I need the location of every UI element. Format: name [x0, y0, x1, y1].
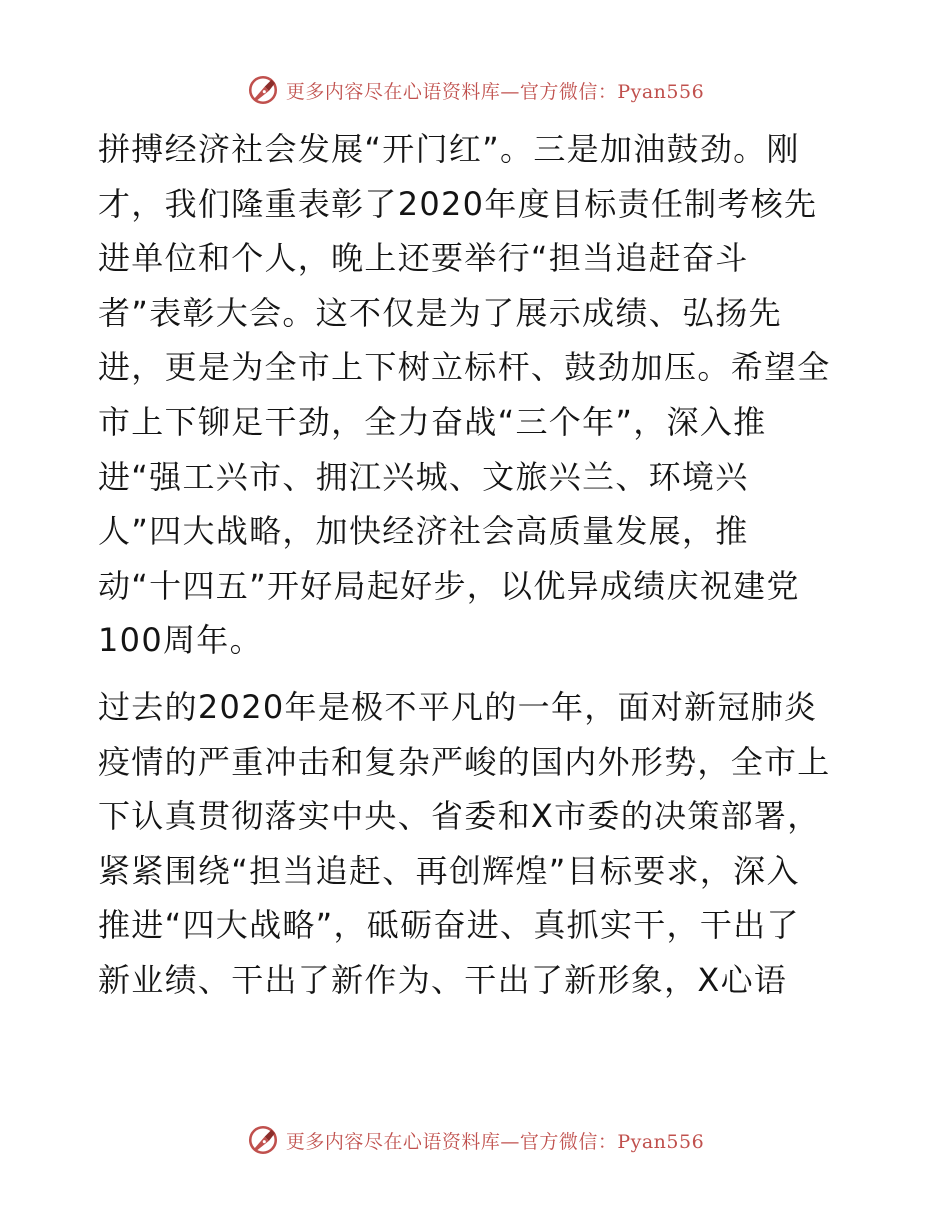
- pen-nib-logo-icon: [246, 73, 280, 107]
- text-line: 下认真贯彻落实中央、省委和X市委的决策部署，: [98, 797, 821, 836]
- paragraph-2: [98, 680, 858, 1008]
- text-line: 拼搏经济社会发展“开门红”。三是加油鼓劲。刚: [98, 130, 800, 168]
- footer-banner-content: [246, 1123, 704, 1157]
- document-body: [98, 122, 858, 1008]
- footer-banner-text: 更多内容尽在心语资料库—官方微信：Pyan556: [285, 1130, 705, 1153]
- footer-banner: [0, 1120, 950, 1160]
- text-line: 进，更是为全市上下树立标杆、鼓劲加压。希望全: [98, 348, 831, 387]
- text-line: 推进“四大战略”，砥砺奋进、真抓实干，干出了: [98, 906, 800, 945]
- text-line: 人”四大战略，加快经济社会高质量发展，推: [98, 512, 749, 551]
- header-banner: [0, 70, 950, 110]
- paragraph-1: [98, 122, 858, 668]
- text-line: 才，我们隆重表彰了2020年度目标责任制考核先: [98, 184, 818, 223]
- text-line: 紧紧围绕“担当追赶、再创辉煌”目标要求，深入: [98, 851, 800, 890]
- text-line: 进单位和个人，晚上还要举行“担当追赶奋斗: [98, 239, 749, 278]
- header-banner-text: 更多内容尽在心语资料库—官方微信：Pyan556: [285, 80, 705, 103]
- text-line: 新业绩、干出了新作为、干出了新形象，X心语: [98, 960, 788, 999]
- text-line: 进“强工兴市、拥江兴城、文旅兴兰、环境兴: [98, 457, 749, 496]
- text-line: 市上下铆足干劲，全力奋战“三个年”，深入推: [98, 402, 767, 441]
- pen-nib-logo-icon: [246, 1123, 280, 1157]
- text-line: 疫情的严重冲击和复杂严峻的国内外形势，全市上: [98, 742, 831, 781]
- text-line: 者”表彰大会。这不仅是为了展示成绩、弘扬先: [98, 293, 782, 332]
- text-line: 动“十四五”开好局起好步，以优异成绩庆祝建党: [98, 566, 800, 605]
- text-line: 100周年。: [98, 621, 263, 660]
- text-line: 过去的2020年是极不平凡的一年，面对新冠肺炎: [98, 687, 818, 726]
- header-banner-content: [246, 73, 704, 107]
